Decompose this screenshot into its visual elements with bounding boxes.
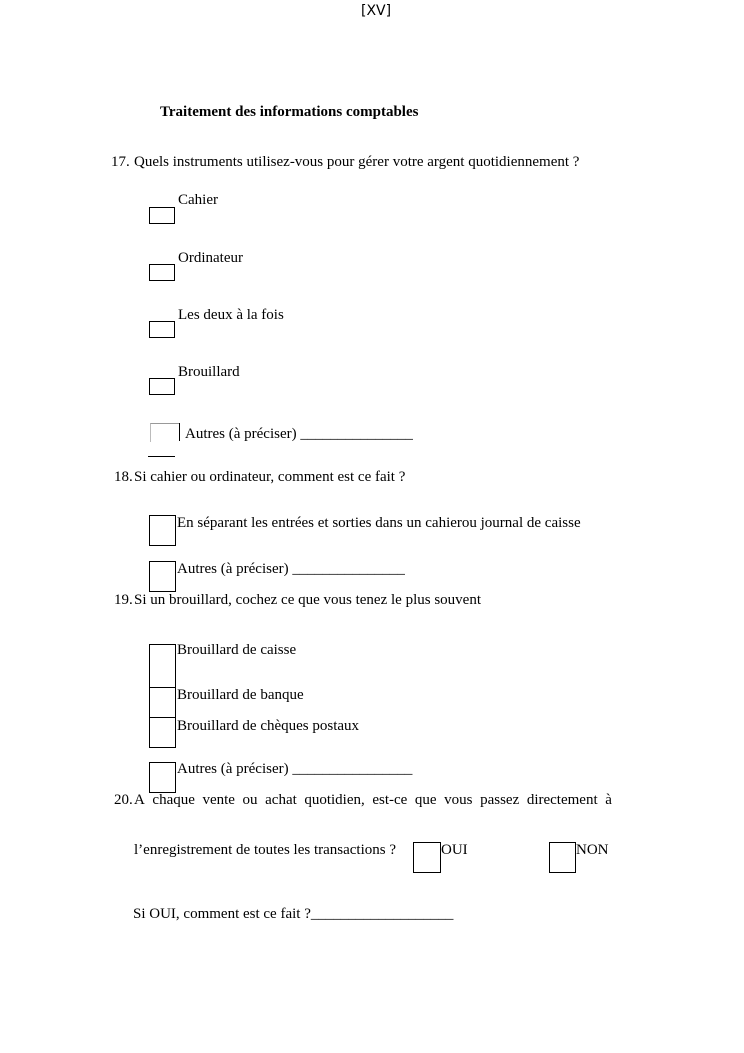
q20-word: directement xyxy=(526,792,598,808)
q18-number: 18. xyxy=(114,469,133,485)
q20-word: passez xyxy=(480,792,520,808)
q19-checkbox-autres[interactable] xyxy=(149,762,176,793)
q20-word: ou xyxy=(242,792,258,808)
q20-checkbox-oui[interactable] xyxy=(413,842,441,873)
q20-word: que xyxy=(414,792,437,808)
q19-option-label: Brouillard de banque xyxy=(177,687,304,703)
q20-text-line1 xyxy=(134,791,612,809)
q20-word: à xyxy=(605,792,612,808)
q20-checkbox-non[interactable] xyxy=(549,842,576,873)
q17-option-label: Brouillard xyxy=(178,364,240,380)
q20-word: A xyxy=(134,792,145,808)
q19-option-label: Brouillard de caisse xyxy=(177,642,297,658)
section-title: Traitement des informations comptables xyxy=(160,104,419,120)
q19-checkbox-caisse[interactable] xyxy=(149,644,176,688)
q20-word: achat xyxy=(265,792,297,808)
q17-checkbox-les-deux[interactable] xyxy=(149,321,175,338)
q17-checkbox-cahier[interactable] xyxy=(149,207,175,224)
q18-checkbox-separation[interactable] xyxy=(149,515,176,546)
q18-option-label: En séparant les entrées et sorties dans un cahierou journal de caisse xyxy=(177,515,581,531)
q20-word: vente xyxy=(202,792,235,808)
q18-checkbox-autres[interactable] xyxy=(149,561,176,592)
q17-number: 17. xyxy=(111,154,130,170)
q17-checkbox-autres[interactable] xyxy=(150,423,179,442)
page-number: [XV] xyxy=(361,3,392,19)
q20-oui-label: OUI xyxy=(441,842,468,858)
q20-word: est-ce xyxy=(372,792,408,808)
q19-text: Si un brouillard, cochez ce que vous tenez le plus souvent xyxy=(134,592,481,608)
checkbox-edge xyxy=(179,423,180,441)
q20-text-line2: l’enregistrement de toutes les transactions ? xyxy=(134,842,396,858)
q17-other-label: Autres (à préciser) _______________ xyxy=(185,426,413,442)
q20-word: vous xyxy=(444,792,473,808)
q20-non-label: NON xyxy=(576,842,609,858)
q20-number: 20. xyxy=(114,792,133,808)
q19-checkbox-cheques[interactable] xyxy=(149,717,176,748)
q20-followup: Si OUI, comment est ce fait ?___________________ xyxy=(133,906,454,922)
q19-checkbox-banque[interactable] xyxy=(149,687,176,718)
q18-other-label: Autres (à préciser) _______________ xyxy=(177,561,405,577)
checkbox-edge xyxy=(148,456,175,457)
q19-option-label: Brouillard de chèques postaux xyxy=(177,718,360,734)
q17-checkbox-brouillard[interactable] xyxy=(149,378,175,395)
q17-option-label: Cahier xyxy=(178,192,218,208)
q19-other-label: Autres (à préciser) ________________ xyxy=(177,761,413,777)
q17-option-label: Ordinateur xyxy=(178,250,243,266)
q19-number: 19. xyxy=(114,592,133,608)
q18-text: Si cahier ou ordinateur, comment est ce fait ? xyxy=(134,469,406,485)
q20-word: quotidien, xyxy=(304,792,365,808)
q17-checkbox-ordinateur[interactable] xyxy=(149,264,175,281)
q20-word: chaque xyxy=(152,792,195,808)
q17-text: Quels instruments utilisez-vous pour gérer votre argent quotidiennement ? xyxy=(134,154,580,170)
q17-option-label: Les deux à la fois xyxy=(178,307,284,323)
